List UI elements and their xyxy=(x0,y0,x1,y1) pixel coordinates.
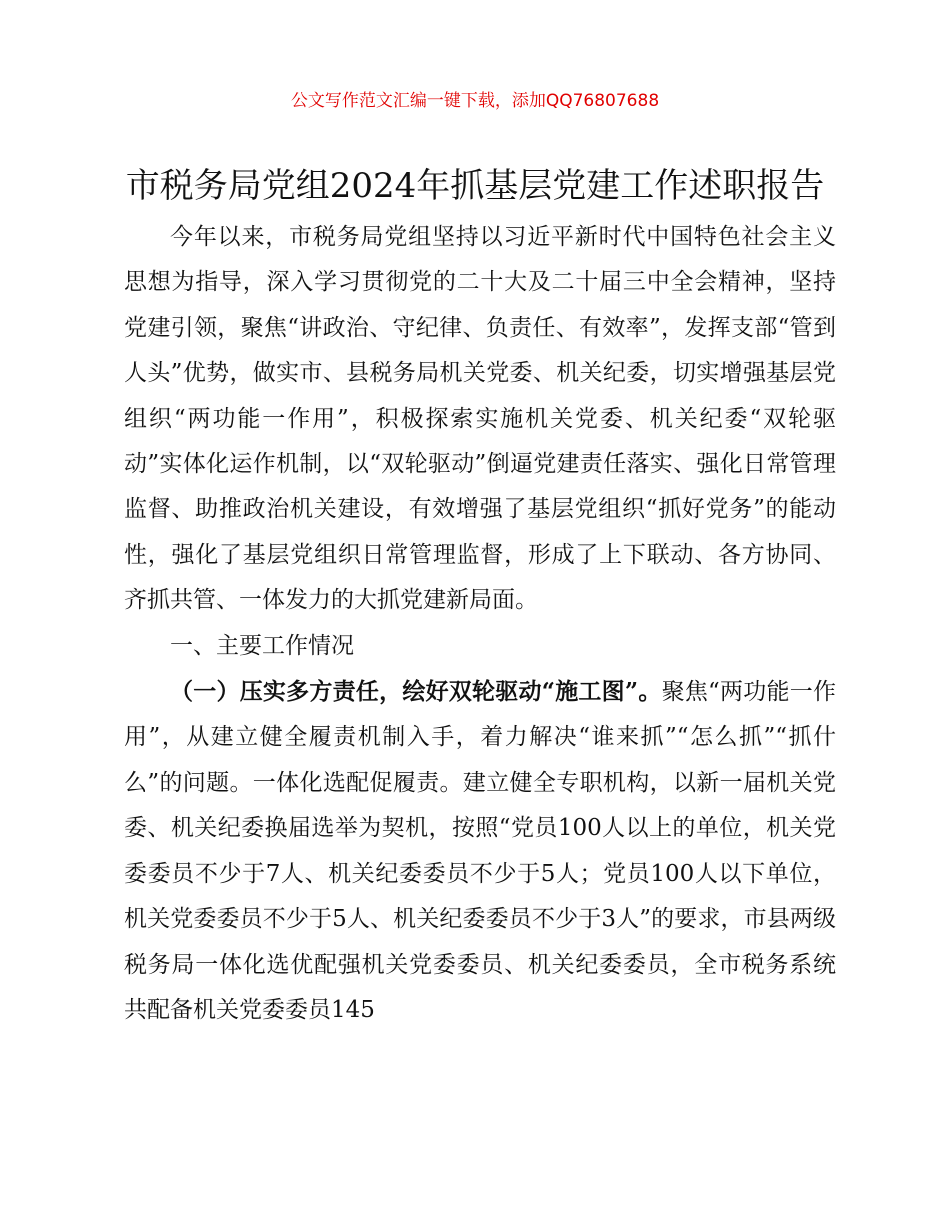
subsection-body: 聚焦“两功能一作用”，从建立健全履责机制入手，着力解决“谁来抓”“怎么抓”“抓什么”的问题。一体化选配促履责。建立健全专职机构，以新一届机关党委、机关纪委换届选举为契机，按照“党员100人以上的单位，机关党委委员不少于7人、机关纪委委员不少于5人；党员100人以下单位，机关党委委员不少于5人、机关纪委委员不少于3人”的要求，市县两级税务局一体化选优配强机关党委委员、机关纪委委员，全市税务系统共配备机关党委委员145 xyxy=(124,679,836,1023)
document-body xyxy=(124,215,836,1033)
subsection-paragraph xyxy=(124,669,836,1033)
intro-paragraph: 今年以来，市税务局党组坚持以习近平新时代中国特色社会主义思想为指导，深入学习贯彻党的二十大及二十届三中全会精神，坚持党建引领，聚焦“讲政治、守纪律、负责任、有效率”，发挥支部“管到人头”优势，做实市、县税务局机关党委、机关纪委，切实增强基层党组织“两功能一作用”，积极探索实施机关党委、机关纪委“双轮驱动”实体化运作机制，以“双轮驱动”倒逼党建责任落实、强化日常管理监督、助推政治机关建设，有效增强了基层党组织“抓好党务”的能动性，强化了基层党组织日常管理监督，形成了上下联动、各方协同、齐抓共管、一体发力的大抓党建新局面。 xyxy=(124,224,836,614)
subsection-lead: （一）压实多方责任，绘好双轮驱动“施工图”。 xyxy=(170,678,662,706)
section-heading: 一、主要工作情况 xyxy=(170,632,354,659)
document-title: 市税务局党组2024年抓基层党建工作述职报告 xyxy=(125,166,825,206)
download-watermark: 公文写作范文汇编一键下载，添加QQ76807688 xyxy=(290,91,660,111)
